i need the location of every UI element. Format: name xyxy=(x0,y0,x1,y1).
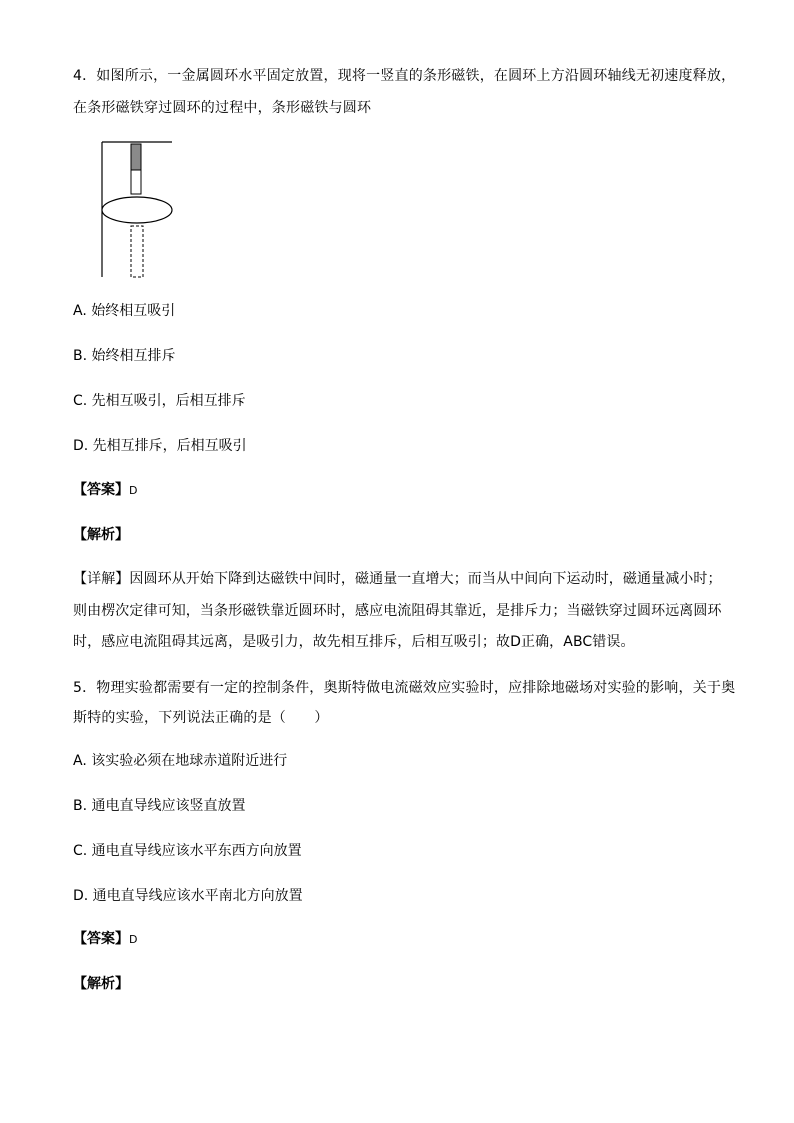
q5-answer-label: 【答案】 xyxy=(73,931,129,947)
q4-answer-label: 【答案】 xyxy=(73,482,129,498)
q4-stem-line1: 4．如图所示，一金属圆环水平固定放置，现将一竖直的条形磁铁，在圆环上方沿圆环轴线无初速度释放， xyxy=(73,68,736,84)
q5-option-d: D. 通电直导线应该水平南北方向放置 xyxy=(73,888,303,904)
q4-option-b: B. 始终相互排斥 xyxy=(73,348,176,364)
q4-answer-value: D xyxy=(129,484,138,497)
q4-stem-line2: 在条形磁铁穿过圆环的过程中，条形磁铁与圆环 xyxy=(73,100,372,116)
q5-stem-line2: 斯特的实验，下列说法正确的是（ ） xyxy=(73,710,329,726)
q4-analysis-label: 【解析】 xyxy=(73,527,129,543)
q5-answer xyxy=(73,929,137,950)
magnet-north-pole xyxy=(131,144,141,170)
q5-option-a: A. 该实验必须在地球赤道附近进行 xyxy=(73,753,288,769)
q5-stem-line1: 5．物理实验都需要有一定的控制条件，奥斯特做电流磁效应实验时，应排除地磁场对实验的影响，关于奥 xyxy=(73,680,736,696)
q5-option-c: C. 通电直导线应该水平东西方向放置 xyxy=(73,843,302,859)
q5-answer-value: D xyxy=(129,933,138,946)
q4-answer xyxy=(73,480,137,501)
magnet-dashed-position xyxy=(131,226,143,277)
magnet-south-pole xyxy=(131,170,141,194)
q4-detail-line2: 则由楞次定律可知，当条形磁铁靠近圆环时，感应电流阻碍其靠近，是排斥力；当磁铁穿过圆环远离圆环 xyxy=(73,603,722,619)
q5-analysis-label: 【解析】 xyxy=(73,976,129,992)
q4-detail-line3: 时，感应电流阻碍其远离，是吸引力，故先相互排斥，后相互吸引；故D正确，ABC错误。 xyxy=(73,634,635,650)
q4-detail-line1: 【详解】因圆环从开始下降到达磁铁中间时，磁通量一直增大；而当从中间向下运动时，磁通量减小时； xyxy=(73,571,722,587)
q4-option-d: D. 先相互排斥，后相互吸引 xyxy=(73,438,247,454)
q4-option-a: A. 始终相互吸引 xyxy=(73,303,176,319)
q4-option-c: C. 先相互吸引，后相互排斥 xyxy=(73,393,246,409)
q5-option-b: B. 通电直导线应该竖直放置 xyxy=(73,798,246,814)
metal-ring xyxy=(102,197,172,223)
